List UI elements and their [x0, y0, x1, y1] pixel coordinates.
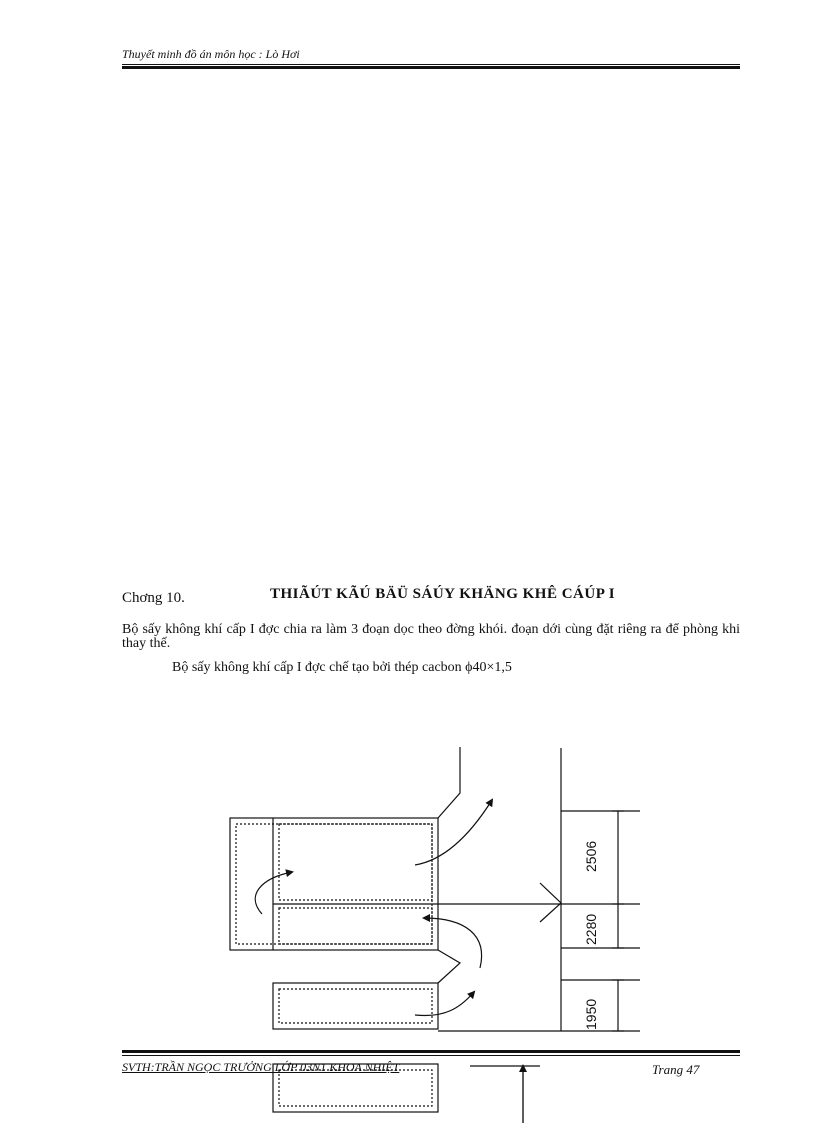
flow-arrow-2: [255, 872, 292, 914]
lower-section: [273, 983, 438, 1029]
dimension-label-1: 2506: [583, 840, 599, 872]
side-kink: [540, 883, 561, 922]
flow-arrow-4: [415, 992, 474, 1016]
lower-section-tubes: [279, 989, 432, 1023]
header-title: Thuyết minh đồ án môn học : Lò Hơi: [122, 47, 300, 61]
chapter-title: THIÃÚT KÃÚ BÄÜ SÁÚY KHÄNG KHÊ CÁÚP I: [270, 586, 616, 602]
chapter-number: Chơng 10.: [122, 590, 185, 606]
body-paragraph-2: Bộ sấy không khí cấp I đợc chế tạo bởi thép cacbon ϕ40×1,5: [172, 660, 512, 675]
footer-student: SVTH:TRẦN NGỌC TRƯỞNG LỚP 03N1 KHOA NHIỆT: [122, 1060, 400, 1074]
footer-rule-thin: [122, 1055, 740, 1056]
dimension-label-3: 1950: [583, 998, 599, 1030]
dimension-label-2: 2280: [583, 913, 599, 945]
flow-arrow-1: [415, 800, 492, 865]
flow-arrow-3: [424, 918, 482, 968]
footer-rule-thick: [122, 1050, 740, 1053]
footer-page-number: Trang 47: [652, 1062, 700, 1077]
upper-housing-inner: [236, 824, 432, 944]
bottom-section-tubes: [279, 1070, 432, 1106]
section-2-tubes: [279, 908, 432, 944]
section-1-tubes: [279, 824, 432, 900]
body-paragraph-1: Bộ sấy không khí cấp I đợc chia ra làm 3 đoạn dọc theo đờng khói. đoạn dới cùng đặt riêng ra để phòng khi thay thế.: [122, 622, 740, 651]
top-duct-left: [438, 747, 460, 818]
connector-upper-lower: [438, 950, 460, 983]
upper-housing: [230, 818, 438, 950]
